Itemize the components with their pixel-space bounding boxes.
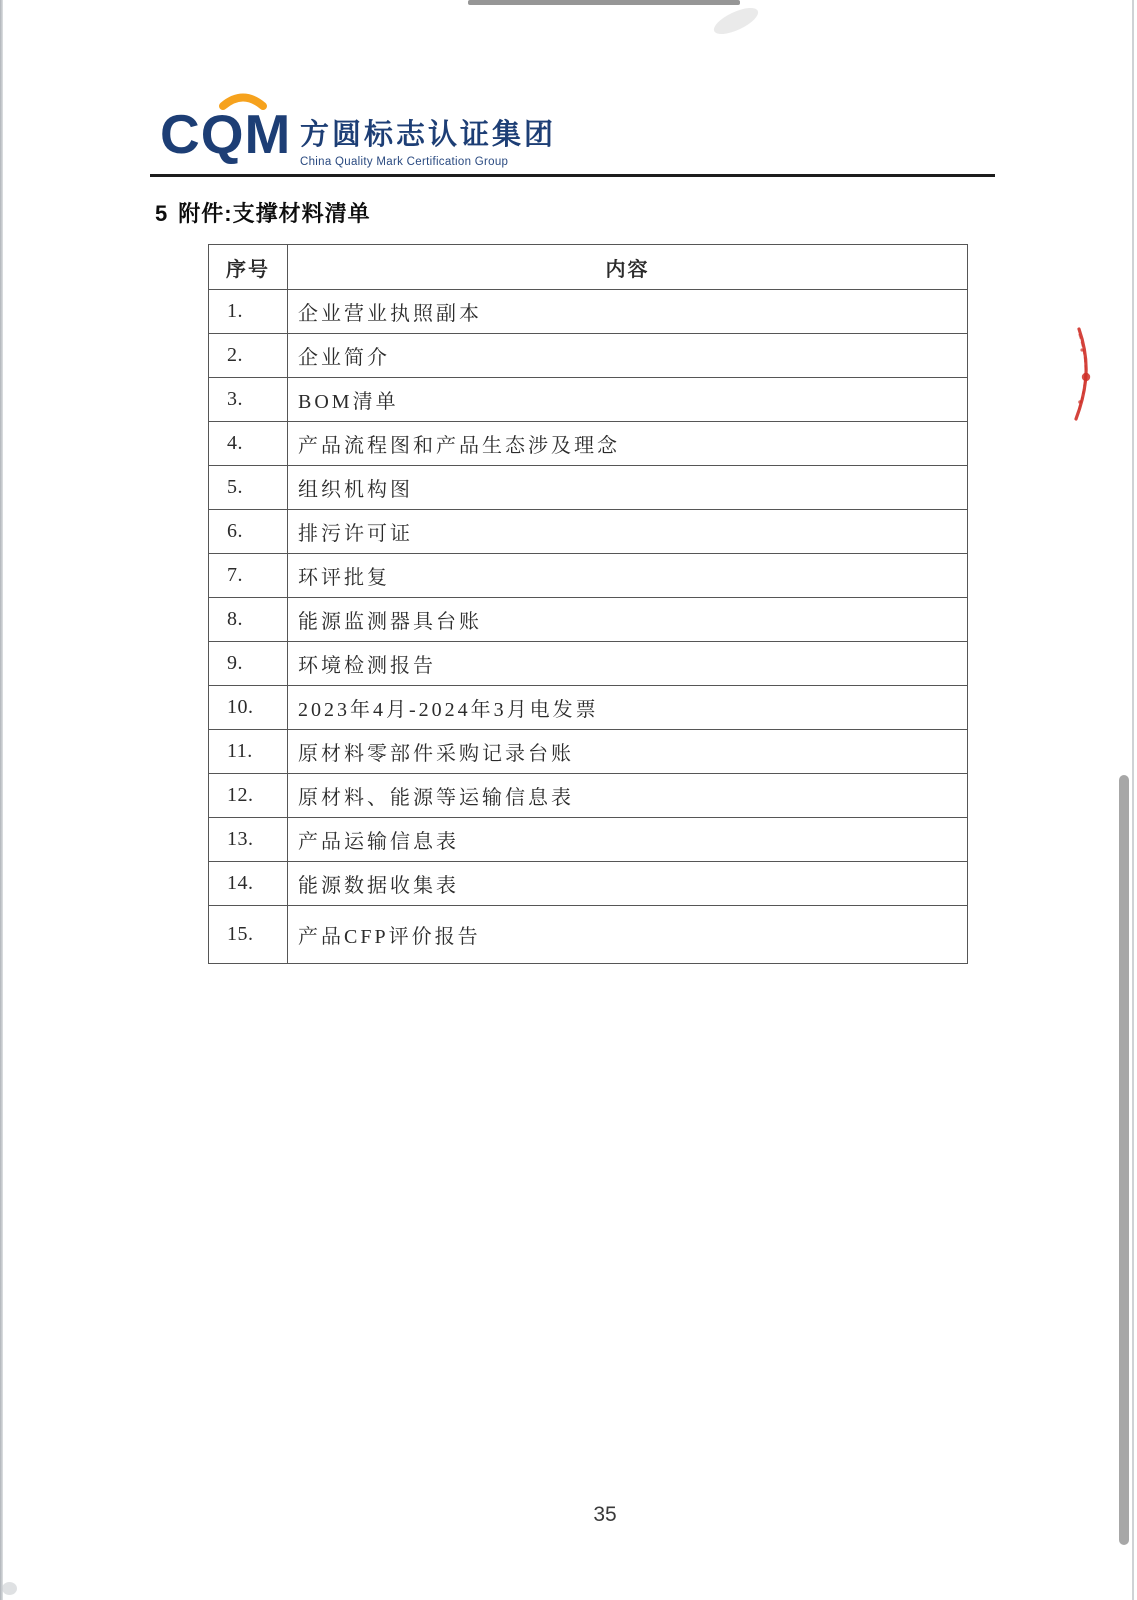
row-content-cell: 原材料、能源等运输信息表 [288, 774, 968, 818]
row-number-cell: 7. [209, 554, 288, 598]
table-row [209, 510, 968, 554]
column-header-content: 内容 [288, 245, 968, 290]
row-content-cell: 产品流程图和产品生态涉及理念 [288, 422, 968, 466]
column-header-no: 序号 [209, 245, 288, 290]
row-number-cell: 10. [209, 686, 288, 730]
row-number-cell: 13. [209, 818, 288, 862]
scan-artifact-bottom-left [2, 1582, 17, 1595]
scan-artifact-top-faint [710, 3, 761, 40]
table-header-row [209, 245, 968, 290]
row-number-cell: 2. [209, 334, 288, 378]
materials-table [208, 244, 968, 964]
materials-table-body [209, 290, 968, 964]
logo-arc-icon [219, 92, 267, 110]
table-row [209, 466, 968, 510]
cqm-logo [160, 104, 291, 164]
logo-wordmark: CQM [160, 103, 292, 165]
row-number-cell: 14. [209, 862, 288, 906]
table-row [209, 862, 968, 906]
row-content-cell: 2023年4月-2024年3月电发票 [288, 686, 968, 730]
row-number-cell: 6. [209, 510, 288, 554]
row-content-cell: BOM清单 [288, 378, 968, 422]
brand-name-en: China Quality Mark Certification Group [300, 156, 509, 168]
table-row [209, 730, 968, 774]
brand-name-cn: 方圆标志认证集团 [300, 119, 557, 151]
row-content-cell: 产品运输信息表 [288, 818, 968, 862]
page-number: 35 [593, 1503, 617, 1526]
row-content-cell: 能源数据收集表 [288, 862, 968, 906]
row-content-cell: 企业简介 [288, 334, 968, 378]
row-number-cell: 8. [209, 598, 288, 642]
scrollbar-thumb[interactable] [1119, 775, 1129, 1545]
row-number-cell: 9. [209, 642, 288, 686]
table-row [209, 554, 968, 598]
row-content-cell: 能源监测器具台账 [288, 598, 968, 642]
section-title: 附件:支撑材料清单 [178, 201, 371, 226]
row-content-cell: 企业营业执照副本 [288, 290, 968, 334]
table-row [209, 686, 968, 730]
table-row [209, 598, 968, 642]
brand-block [300, 112, 556, 168]
table-row [209, 642, 968, 686]
row-number-cell: 5. [209, 466, 288, 510]
row-content-cell: 环评批复 [288, 554, 968, 598]
table-row [209, 818, 968, 862]
table-row [209, 290, 968, 334]
row-number-cell: 11. [209, 730, 288, 774]
scan-artifact-top [468, 0, 740, 5]
table-row [209, 422, 968, 466]
scrollbar-track[interactable] [1132, 0, 1134, 1600]
table-row [209, 906, 968, 964]
row-number-cell: 4. [209, 422, 288, 466]
row-content-cell: 组织机构图 [288, 466, 968, 510]
row-number-cell: 1. [209, 290, 288, 334]
row-number-cell: 12. [209, 774, 288, 818]
header-divider [150, 174, 995, 177]
section-heading [155, 197, 371, 228]
table-row [209, 334, 968, 378]
row-content-cell: 原材料零部件采购记录台账 [288, 730, 968, 774]
section-number: 5 [155, 201, 169, 226]
row-content-cell: 环境检测报告 [288, 642, 968, 686]
row-number-cell: 15. [209, 906, 288, 964]
row-number-cell: 3. [209, 378, 288, 422]
table-row [209, 774, 968, 818]
row-content-cell: 排污许可证 [288, 510, 968, 554]
page-left-edge [0, 0, 3, 1600]
row-content-cell: 产品CFP评价报告 [288, 906, 968, 964]
red-pen-mark [1046, 320, 1100, 428]
table-row [209, 378, 968, 422]
